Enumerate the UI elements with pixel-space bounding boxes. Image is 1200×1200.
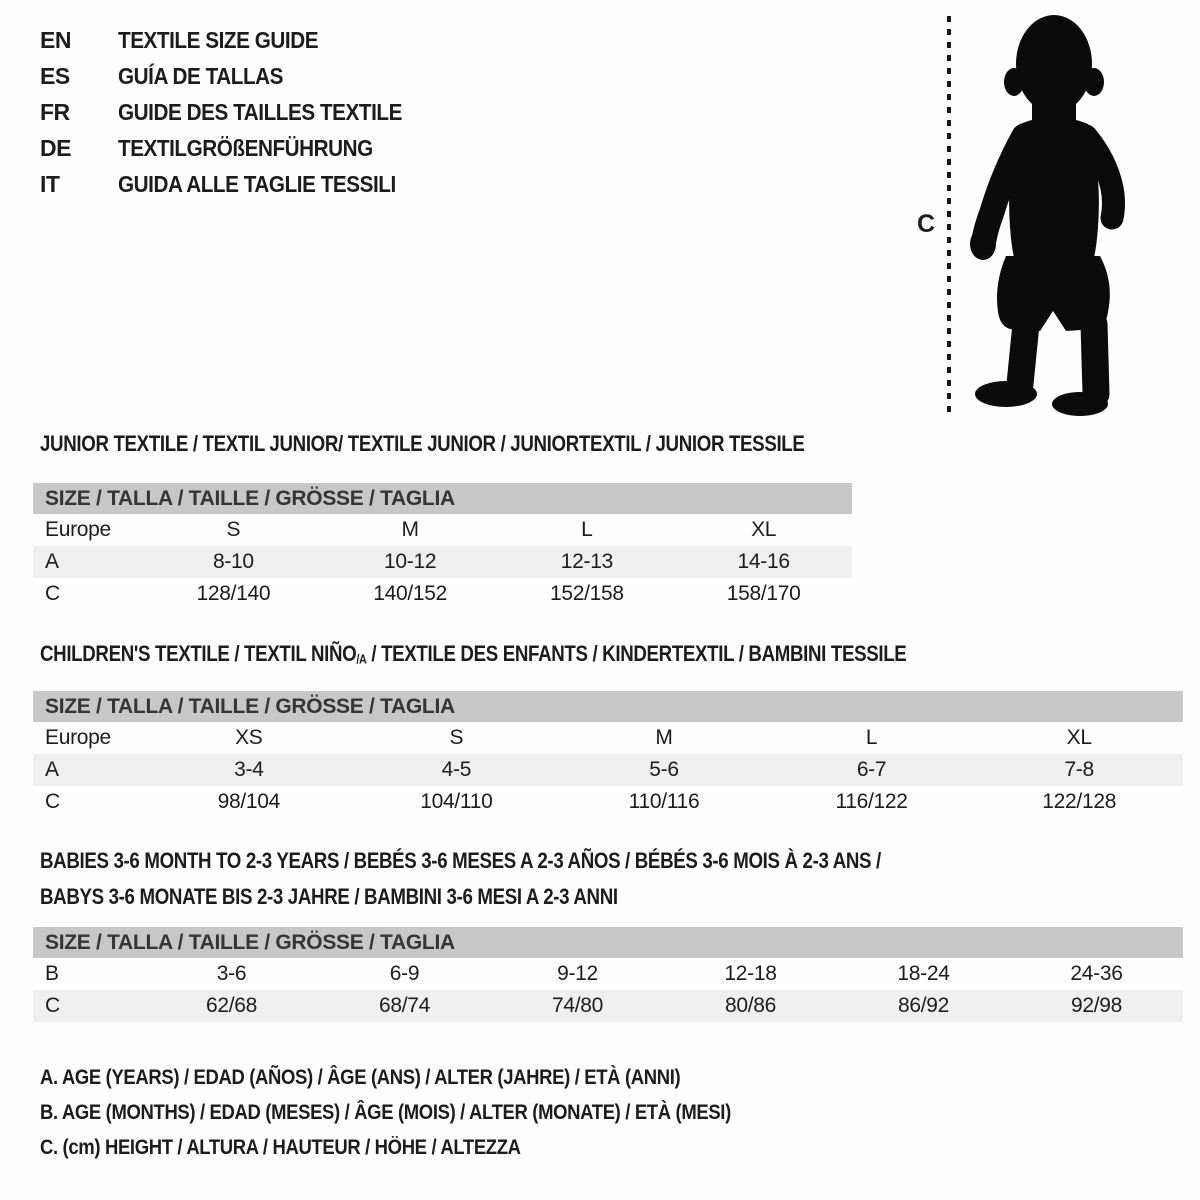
height-cell: 74/80 — [551, 994, 604, 1017]
junior-size-table — [33, 483, 852, 610]
children-section-title — [40, 641, 906, 667]
note-age-months: B. AGE (MONTHS) / EDAD (MESES) / ÂGE (MOIS) / ALTER (MONATE) / ETÀ (MESI) — [40, 1101, 731, 1124]
size-cell: S — [449, 726, 464, 749]
table-row-height — [33, 990, 1183, 1022]
guide-title: GUÍA DE TALLAS — [118, 63, 284, 89]
size-header-bar: SIZE / TALLA / TAILLE / GRÖSSE / TAGLIA — [33, 927, 1183, 958]
note-age-years: A. AGE (YEARS) / EDAD (AÑOS) / ÂGE (ANS) / ALTER (JAHRE) / ETÀ (ANNI) — [40, 1066, 681, 1089]
age-cell: 3-4 — [234, 758, 264, 781]
age-cell: 4-5 — [441, 758, 472, 781]
height-cell: 116/122 — [835, 790, 908, 813]
age-cell: 8-10 — [212, 550, 254, 573]
babies-title-line1: BABIES 3-6 MONTH TO 2-3 YEARS / BEBÉS 3-6 MESES A 2-3 AÑOS / BÉBÉS 3-6 MOIS À 2-3 ANS / — [40, 848, 881, 873]
guide-title: TEXTILE SIZE GUIDE — [118, 27, 319, 53]
language-row-it — [40, 166, 434, 202]
size-header-bar: SIZE / TALLA / TAILLE / GRÖSSE / TAGLIA — [33, 483, 852, 514]
height-measure-dotted-line — [947, 16, 951, 418]
junior-section-title: JUNIOR TEXTILE / TEXTIL JUNIOR/ TEXTILE JUNIOR / JUNIORTEXTIL / JUNIOR TESSILE — [40, 431, 805, 456]
language-code: ES — [40, 63, 70, 89]
height-cell: 110/116 — [628, 790, 700, 813]
height-cell: 98/104 — [217, 790, 281, 813]
size-cell: XL — [1066, 726, 1092, 749]
language-title-list — [40, 22, 434, 202]
table-row-months — [33, 958, 1183, 990]
months-cell: 6-9 — [389, 962, 420, 985]
children-size-table — [33, 691, 1183, 818]
height-cell: 140/152 — [373, 582, 448, 605]
row-label: B — [45, 962, 59, 985]
children-title-pre: CHILDREN'S TEXTILE / TEXTIL NIÑO — [40, 641, 357, 666]
age-cell: 14-16 — [737, 550, 790, 573]
size-cell: S — [226, 518, 241, 541]
row-label: Europe — [45, 726, 111, 749]
babies-section-title — [40, 843, 881, 915]
language-code: FR — [40, 99, 70, 125]
row-label: C — [45, 582, 60, 605]
language-code: IT — [40, 171, 60, 197]
height-cell: 86/92 — [897, 994, 950, 1017]
row-label: Europe — [45, 518, 111, 541]
size-cell: M — [401, 518, 419, 541]
babies-title-line2: BABYS 3-6 MONATE BIS 2-3 JAHRE / BAMBINI 3-6 MESI A 2-3 ANNI — [40, 884, 618, 909]
months-cell: 12-18 — [724, 962, 777, 985]
language-row-de — [40, 130, 434, 166]
guide-title: GUIDA ALLE TAGLIE TESSILI — [118, 171, 396, 197]
table-row-age — [33, 546, 852, 578]
language-code: DE — [40, 135, 71, 161]
size-cell: L — [581, 518, 593, 541]
language-code: EN — [40, 27, 71, 53]
age-cell: 6-7 — [856, 758, 887, 781]
table-row-age — [33, 754, 1183, 786]
height-cell: 80/86 — [724, 994, 777, 1017]
guide-title: GUIDE DES TAILLES TEXTILE — [118, 99, 402, 125]
height-cell: 158/170 — [726, 582, 801, 605]
height-cell: 92/98 — [1070, 994, 1123, 1017]
size-cell: L — [865, 726, 878, 749]
row-label: A — [45, 550, 59, 573]
months-cell: 3-6 — [216, 962, 247, 985]
height-cell: 104/110 — [420, 790, 493, 813]
height-cell: 122/128 — [1042, 790, 1117, 813]
row-label: A — [45, 758, 59, 781]
height-cell: 128/140 — [196, 582, 271, 605]
months-cell: 18-24 — [897, 962, 950, 985]
toddler-silhouette-icon — [966, 12, 1138, 416]
size-cell: M — [655, 726, 673, 749]
table-row-europe — [33, 514, 852, 546]
legend-notes — [40, 1060, 825, 1165]
guide-title: TEXTILGRÖßENFÜHRUNG — [118, 135, 373, 161]
children-title-sub: /A — [356, 651, 367, 667]
table-row-height — [33, 786, 1183, 818]
size-cell: XL — [751, 518, 777, 541]
note-height-cm: C. (cm) HEIGHT / ALTURA / HAUTEUR / HÖHE / ALTEZZA — [40, 1136, 521, 1159]
age-cell: 5-6 — [649, 758, 679, 781]
row-label: C — [45, 994, 60, 1017]
size-header-bar: SIZE / TALLA / TAILLE / GRÖSSE / TAGLIA — [33, 691, 1183, 722]
children-title-post: / TEXTILE DES ENFANTS / KINDERTEXTIL / BAMBINI TESSILE — [366, 641, 907, 666]
table-row-europe — [33, 722, 1183, 754]
language-row-es — [40, 58, 434, 94]
age-cell: 10-12 — [384, 550, 437, 573]
language-row-en — [40, 22, 434, 58]
height-cell: 152/158 — [549, 582, 624, 605]
months-cell: 24-36 — [1070, 962, 1123, 985]
table-row-height — [33, 578, 852, 610]
height-cell: 62/68 — [205, 994, 258, 1017]
months-cell: 9-12 — [557, 962, 598, 985]
language-row-fr — [40, 94, 434, 130]
babies-size-table — [33, 927, 1183, 1022]
age-cell: 7-8 — [1064, 758, 1094, 781]
size-cell: XS — [235, 726, 263, 749]
age-cell: 12-13 — [560, 550, 613, 573]
height-measure-label: C — [917, 210, 936, 238]
row-label: C — [45, 790, 60, 813]
height-cell: 68/74 — [378, 994, 431, 1017]
